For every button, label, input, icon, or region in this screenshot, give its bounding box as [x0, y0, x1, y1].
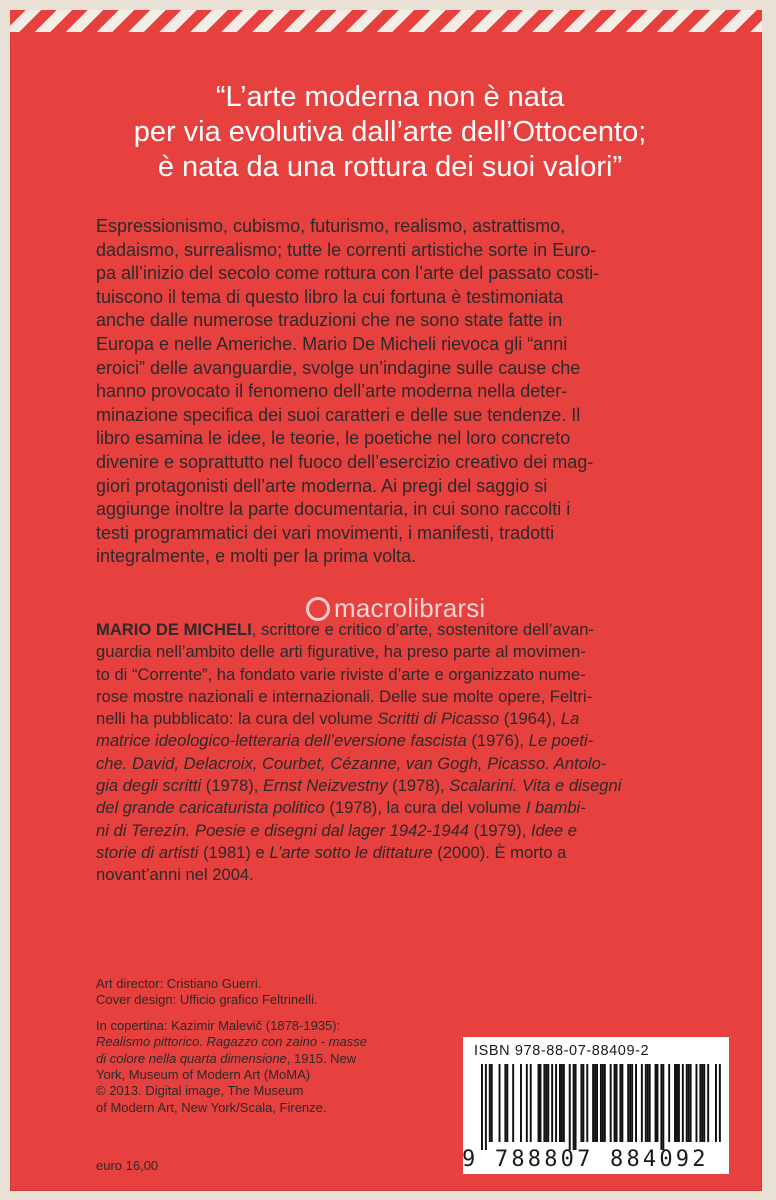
- book-back-cover: [10, 10, 762, 1191]
- description-line: integralmente, e molti per la prima volta.: [96, 546, 417, 567]
- description-line: anche dalle numerose traduzioni che ne sono state fatte in: [96, 310, 563, 331]
- description-line: testi programmatici dei vari movimenti, i manifesti, tradotti: [96, 522, 555, 543]
- cover-design-credit: Cover design: Ufficio grafico Feltrinelli.: [96, 992, 318, 1008]
- watermark-logo-icon: [306, 597, 330, 621]
- description-line: pa all’inizio del secolo come rottura con l’arte del passato costi-: [96, 263, 600, 284]
- description-line: giori protagonisti dell’arte moderna. Ai pregi del saggio si: [96, 475, 548, 496]
- description-line: dadaismo, surrealismo; tutte le correnti artistiche sorte in Euro-: [96, 239, 597, 260]
- description-line: tuiscono il tema di questo libro la cui fortuna è testimoniata: [96, 286, 564, 307]
- bio-line: matrice ideologico-letteraria dell’eversione fascista (1976), Le poeti-: [96, 731, 594, 751]
- description-line: Espressionismo, cubismo, futurismo, realismo, astrattismo,: [96, 216, 566, 236]
- description-line: aggiunge inoltre la parte documentaria, in cui sono raccolti i: [96, 499, 571, 520]
- bio-line: novant’anni nel 2004.: [96, 865, 254, 885]
- description-line: divenire e soprattutto nel fuoco dell’esercizio creativo dei mag-: [96, 451, 594, 472]
- bio-line: che. David, Delacroix, Courbet, Cézanne, van Gogh, Picasso. Antolo-: [96, 753, 607, 773]
- description-line: hanno provocato il fenomeno dell’arte moderna nella deter-: [96, 381, 568, 402]
- description-line: minazione specifica dei suoi caratteri e delle sue tendenze. Il: [96, 404, 581, 425]
- bio-line: del grande caricaturista politico (1978), la cura del volume I bambi-: [96, 798, 586, 818]
- bio-line: guardia nell’ambito delle arti figurative, ha preso parte al movimen-: [96, 642, 586, 662]
- bio-line: nelli ha pubblicato: la cura del volume Scritti di Picasso (1964), La: [96, 709, 580, 729]
- isbn-label: ISBN 978-88-07-88409-2: [474, 1043, 650, 1059]
- quote-line: per via evolutiva dall’arte dell’Ottocento;: [133, 116, 647, 148]
- description-line: eroici” delle avanguardie, svolge un’indagine sulle cause che: [96, 357, 581, 378]
- barcode-icon: [475, 1064, 721, 1150]
- description-line: libro esamina le idee, le teorie, le poetiche nel loro concreto: [96, 428, 571, 449]
- bio-line: ni di Terezín. Poesie e disegni dal lager 1942-1944 (1979), Idee e: [96, 820, 577, 840]
- quote-line: è nata da una rottura dei suoi valori”: [157, 151, 623, 183]
- watermark-text: macrolibrarsi: [334, 593, 486, 623]
- isbn-digits: 9 788807 884092: [462, 1147, 709, 1172]
- bio-line: storie di artisti (1981) e L’arte sotto le dittature (2000). È morto a: [96, 842, 567, 862]
- author-name: MARIO DE MICHELI: [96, 620, 252, 639]
- price-label: euro 16,00: [96, 1158, 159, 1173]
- bio-line: to di “Corrente”, ha fondato varie riviste d’arte e organizzato nume-: [96, 664, 586, 684]
- pull-quote: [70, 80, 710, 185]
- quote-line: “L’arte moderna non è nata: [215, 81, 565, 113]
- book-description: [96, 215, 720, 569]
- bio-line: rose mostre nazionali e internazionali. Delle sue molte opere, Feltri-: [96, 686, 593, 706]
- author-bio: MARIO DE MICHELI, scrittore e critico d’arte, sostenitore dell’avan- guardia nell’ambito delle arti figurative, ha preso parte al movimen- to di “Corrente”, ha fondato varie riviste d’arte e organizzato nume- rose mostre nazionali e internazionali. Delle sue molte opere, Feltri- nelli ha pubblicato: la cura del volume Scritti di Picasso (1964), La matrice ideologico-letteraria dell’eversione fascista (1976), Le poeti- che. David, Delacroix, Courbet, Cézanne, van Gogh, Picasso. Antolo- gia degli scritti (1978), Ernst Neizvestny (1978), Scalarini. Vita e disegni del grande caricaturista politico (1978), la cura del volume I bambi- ni di Terezín. Poesie e disegni dal lager 1942-1944 (1979), Idee e storie di artisti (1981) e L’arte sotto le dittature (2000). È morto a novant’anni nel 2004.: [96, 619, 720, 887]
- cover-image-credit: In copertina: Kazimir Malevič (1878-1935):: [96, 1017, 341, 1033]
- description-line: Europa e nelle Americhe. Mario De Micheli rievoca gli “anni: [96, 333, 568, 354]
- cover-credits: Art director: Cristiano Guerri. Cover design: Ufficio grafico Feltrinelli. In copertina: Kazimir Malevič (1878-1935): Realismo pittorico. Ragazzo con zaino - masse di colore nella quarta dimensione, 1915. New York, Museum of Modern Art (MoMA) © 2013. Digital image, The Museum of Modern Art, New York/Scala, Firenze.: [96, 976, 456, 1116]
- bio-line: gia degli scritti (1978), Ernst Neizvestny (1978), Scalarini. Vita e disegni: [96, 776, 622, 796]
- art-director-credit: Art director: Cristiano Guerri.: [96, 976, 262, 991]
